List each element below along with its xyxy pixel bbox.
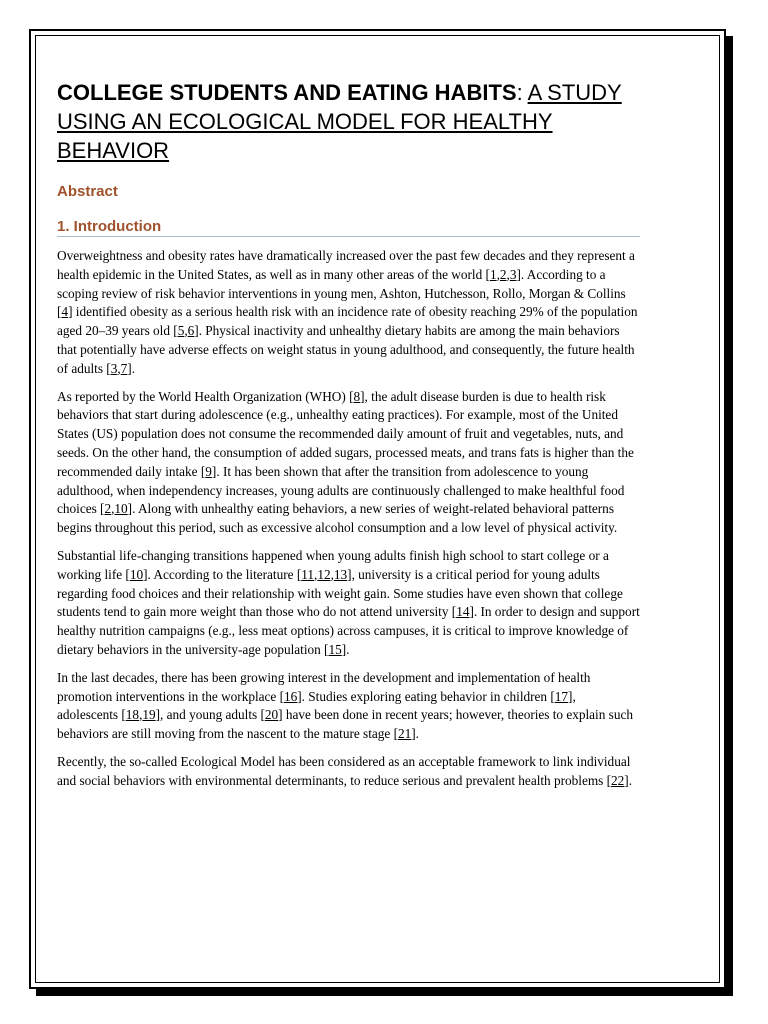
citation-link[interactable]: 11 [301,566,314,582]
citation-link[interactable]: 5 [177,323,185,339]
body-text [57,247,640,791]
paragraph-text: , [506,266,510,282]
paragraph-text: Overweightness and obesity rates have dramatically increased over the past few decades and they represent a health epidemic in the United States, as well as in many other areas of the world [ [57,248,635,282]
citation-link[interactable]: 10 [129,566,144,582]
paragraph-text: ] have been done in recent years; however, theories to explain such behaviors are still moving from the nascent to the mature stage [ [57,707,633,742]
paragraph-text: ]. [341,641,350,657]
citation-link[interactable]: 14 [456,604,470,620]
paragraph-text: ], the adult disease burden is due to health risk behaviors that start during adolescence (e.g., unhealthy eating practices). For example, most of the United States (US) population does not consume the recommended daily amount of fruit and vegetables, nuts, and seeds. On the other hand, the consumption of added sugars, processed meats, and trans fats is higher than the recommended daily intake [ [57,388,634,479]
paragraph-1 [57,247,640,379]
citation-link[interactable]: 7 [120,360,128,376]
paragraph-text: , [184,323,188,339]
citation-link[interactable]: 1 [489,266,497,282]
title-subtitle: A STUDY USING AN ECOLOGICAL MODEL FOR HEALTHY BEHAVIOR [57,80,622,163]
paragraph-text: ]. In order to design and support healthy nutrition campaigns (e.g., less meat options) across campuses, it is critical to improve knowledge of dietary behaviors in the university-age population [ [57,604,640,657]
citation-link[interactable]: 3 [509,266,517,282]
citation-link[interactable]: 15 [328,641,342,657]
paragraph-text: ]. [127,360,136,376]
paragraph-text: ]. [624,772,633,788]
citation-link[interactable]: 22 [611,772,625,788]
page-content [57,78,640,800]
paragraph-text: As reported by the World Health Organization (WHO) [ [57,388,354,404]
citation-link[interactable]: 2 [499,266,507,282]
citation-link[interactable]: 3 [110,360,118,376]
citation-link[interactable]: 6 [187,323,195,339]
document-title [57,78,640,165]
citation-link[interactable]: 9 [205,463,212,479]
paragraph-text: , [111,501,115,517]
citation-link[interactable]: 10 [114,501,128,517]
title-colon: : [516,80,523,105]
paragraph-text: ]. Along with unhealthy eating behaviors, a new series of weight-related behavioral patterns begins throughout this period, such as excessive alcohol consumption and a low level of physical activity. [57,501,618,536]
citation-link[interactable]: 19 [142,707,156,723]
citation-link[interactable]: 12 [317,566,331,582]
paragraph-text: ]. It has been shown that after the transition from adolescence to young adulthood, when independency increases, young adults are continuously challenged to make healthful food choices [ [57,463,625,517]
citation-link[interactable]: 21 [398,726,412,742]
paragraph-5 [57,753,640,791]
paragraph-text: , [139,707,143,723]
citation-link[interactable]: 16 [284,688,298,704]
paragraph-text: ] identified obesity as a serious health risk with an incidence rate of obesity reaching 29% of the population aged 20–39 years old [ [57,304,638,339]
paragraph-text: , [330,566,334,582]
paragraph-3 [57,547,640,660]
paragraph-text: , [117,360,121,376]
paragraph-text: ]. [411,726,419,742]
abstract-heading: Abstract [57,183,118,200]
paragraph-text: Substantial life-changing transitions happened when young adults finish high school to start college or a working life [ [57,547,609,582]
title-main: COLLEGE STUDENTS AND EATING HABITS [57,80,517,105]
paragraph-2 [57,388,640,538]
paragraph-text: ]. Studies exploring eating behavior in children [ [297,688,555,704]
citation-link[interactable]: 8 [353,388,361,404]
citation-link[interactable]: 18 [125,707,140,723]
paragraph-text: In the last decades, there has been growing interest in the development and implementation of health promotion interventions in the workplace [ [57,669,591,704]
citation-link[interactable]: 13 [333,566,348,582]
paragraph-text: , [496,266,500,282]
paragraph-text: Recently, the so-called Ecological Model has been considered as an acceptable framework to link individual and social behaviors with environmental determinants, to reduce serious and prevalent health problems [ [57,753,631,788]
paragraph-text: ], adolescents [ [57,688,576,723]
paragraph-text: , [314,566,318,582]
citation-link[interactable]: 2 [104,501,112,517]
section-heading-introduction: 1. Introduction [57,218,640,237]
paragraph-text: ], and young adults [ [155,707,265,723]
citation-link[interactable]: 4 [61,304,69,320]
paragraph-text: ]. According to a scoping review of risk behavior interventions in young men, Ashton, Hutchesson, Rollo, Morgan & Collins [ [57,266,626,320]
paragraph-text: ]. Physical inactivity and unhealthy dietary habits are among the main behaviors that potentially have adverse effects on weight status in young adulthood, and consequently, the future health of adults [ [57,323,635,376]
citation-link[interactable]: 20 [264,707,279,723]
citation-link[interactable]: 17 [554,688,569,704]
paragraph-4 [57,669,640,744]
paragraph-text: ]. According to the literature [ [143,566,302,582]
paragraph-text: ], university is a critical period for young adults regarding food choices and their relationship with weight gain. Some studies have even shown that college students tend to gain more weight than those who do not attend university [ [57,566,623,620]
